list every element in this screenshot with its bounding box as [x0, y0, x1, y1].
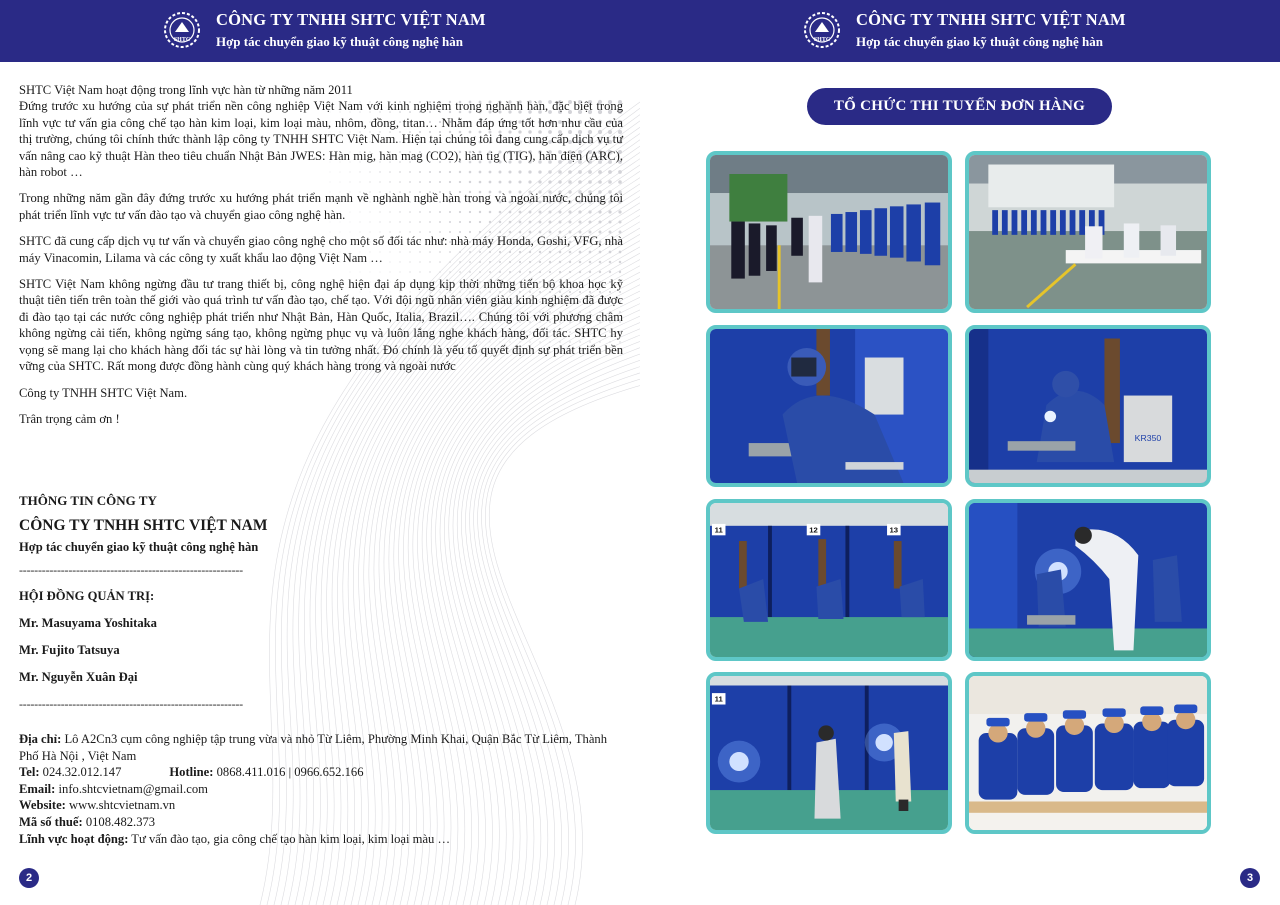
tel-label: Tel:: [19, 765, 40, 780]
board-member: Mr. Masuyama Yoshitaka: [19, 616, 157, 630]
tax-label: Mã số thuế:: [19, 814, 83, 829]
intro-paragraph: SHTC Việt Nam không ngừng đầu tư trang thiết bị, công nghệ hiện đại áp dụng kịp thời những tiến bộ khoa học kỹ thuật tiên tiến trên toàn thế giới vào quá trình tư vấn đào tạo, chế tạo. Với đội ngũ nhân viên giàu kinh nghiệm đã được đi đào tạo tại các nước công nghiệp phát triển như Nhật Bản, Hàn Quốc, Italia, Brazil…. Chúng tôi với phương châm không ngừng cải tiến, không ngừng sáng tạo, không ngừng phục vụ và luôn lắng nghe khách hàng, đối tác. SHTC hy vọng sẽ mang lại cho khách hàng đối tác sự hài lòng và tin tưởng nhất. Đó chính là yếu tố quyết định sự phát triển bền vững của SHTC. Rất mong được đồng hành cùng quý khách hàng trong và ngoài nước: [19, 277, 623, 374]
header-subtitle: Hợp tác chuyển giao kỹ thuật công nghệ hàn: [216, 34, 464, 49]
info-tagline: Hợp tác chuyển giao kỹ thuật công nghệ hàn: [19, 540, 259, 554]
company-logo: [802, 10, 842, 50]
hotline-label: Hotline:: [169, 765, 214, 780]
tax-value: 0108.482.373: [82, 814, 156, 829]
header-title: CÔNG TY TNHH SHTC VIỆT NAM: [856, 10, 1126, 29]
board-member: Mr. Fujito Tatsuya: [19, 643, 120, 657]
svg-text:12: 12: [809, 525, 818, 535]
intro-paragraph: Trong những năm gần đây đứng trước xu hướng phát triển mạnh về nghành nghề hàn trong và ngoài nước, chúng tôi phát triển lĩnh vực tư vấn đào tạo và chuyển giao công nghệ hàn.: [19, 191, 623, 222]
svg-text:KR350: KR350: [1134, 433, 1162, 444]
company-info: [19, 493, 623, 711]
field-label: Lĩnh vực hoạt động:: [19, 831, 129, 846]
board-member: Mr. Nguyễn Xuân Đại: [19, 670, 138, 684]
divider: -----------------------------------------------------------: [19, 563, 243, 577]
svg-text:SHTC: SHTC: [813, 37, 831, 43]
svg-text:11: 11: [714, 525, 723, 535]
header-bar: [640, 0, 1280, 62]
svg-text:11: 11: [714, 694, 723, 704]
page-number: 3: [1240, 868, 1260, 888]
company-logo: [162, 10, 202, 50]
photo-booths-observing: [706, 672, 952, 834]
photo-judges-table: [965, 151, 1211, 313]
intro-paragraph: Công ty TNHH SHTC Việt Nam.: [19, 385, 188, 400]
photo-inspection-walk: [706, 151, 952, 313]
tel-value: 024.32.012.147: [39, 765, 122, 780]
phone-line: [19, 764, 623, 781]
right-page: [640, 0, 1280, 905]
hotline-value: 0868.411.016 | 0966.652.166: [213, 765, 364, 780]
svg-text:13: 13: [889, 525, 899, 535]
address-label: Địa chỉ:: [19, 732, 62, 746]
section-title: TỔ CHỨC THI TUYỂN ĐƠN HÀNG: [807, 88, 1112, 125]
tax-line: [19, 814, 623, 831]
field-line: [19, 831, 623, 848]
address-value: Lô A2Cn3 cụm công nghiệp tập trung vừa và nhỏ Từ Liêm, Phường Minh Khai, Quận Bắc Từ Liêm, Thành Phố Hà Nội , Việt Nam: [19, 732, 608, 763]
board-title: HỘI ĐỒNG QUẢN TRỊ:: [19, 589, 155, 603]
contact-block: [19, 731, 623, 847]
intro-paragraph: SHTC đã cung cấp dịch vụ tư vấn và chuyển giao công nghệ cho một số đối tác như: nhà máy Honda, Goshi, VFG, nhà máy Vinacomin, Lilama và các công ty xuất khẩu lao động Việt Nam …: [19, 234, 623, 265]
email-line: [19, 781, 623, 798]
intro-paragraph: Trân trọng cảm ơn !: [19, 411, 120, 426]
svg-text:SHTC: SHTC: [173, 37, 191, 43]
header-bar: [0, 0, 640, 62]
photo-inspector-leaning: [965, 499, 1211, 661]
intro-paragraph: SHTC Việt Nam hoạt động trong lĩnh vực hàn từ những năm 2011: [19, 83, 353, 97]
info-heading: THÔNG TIN CÔNG TY: [19, 493, 157, 508]
page-number: 2: [19, 868, 39, 888]
photo-classroom: [965, 672, 1211, 834]
header-subtitle: Hợp tác chuyển giao kỹ thuật công nghệ hàn: [856, 34, 1104, 49]
photo-welder-closeup: [706, 325, 952, 487]
email-value[interactable]: info.shtcvietnam@gmail.com: [55, 781, 208, 796]
field-value: Tư vấn đào tạo, gia công chế tạo hàn kim loại, kim loại màu …: [128, 831, 451, 846]
info-company-name: CÔNG TY TNHH SHTC VIỆT NAM: [19, 517, 268, 534]
website-label: Website:: [19, 798, 66, 813]
photo-welder-machine: [965, 325, 1211, 487]
intro-paragraph: Đứng trước xu hướng của sự phát triển nền công nghiệp Việt Nam với kinh nghiệm trong nghành hàn, đặc biệt trong lĩnh vực tư vấn gia công chế tạo hàn kim loại, kim loại màu, nhôm, đồng, titan… Nhằm đáp ứng tốt hơn nhu cầu của thị trường, chúng tôi chính thức thành lập công ty TNHH SHTC Việt Nam. Hiện tại chúng tôi đang cung cấp dịch vụ tư vấn nâng cao kỹ thuật Hàn theo tiêu chuẩn Nhật Bản JWES: Hàn mig, hàn mag (CO2), hàn tig (TIG), hàn điện (ARC), hàn robot …: [19, 99, 623, 180]
email-label: Email:: [19, 781, 56, 796]
website-value[interactable]: www.shtcvietnam.vn: [65, 798, 176, 813]
address-line: [19, 731, 623, 764]
intro-text: [19, 82, 623, 437]
header-title: CÔNG TY TNHH SHTC VIỆT NAM: [216, 10, 486, 29]
photo-welding-booths: [706, 499, 952, 661]
website-line: [19, 797, 623, 814]
divider: -----------------------------------------------------------: [19, 697, 243, 711]
